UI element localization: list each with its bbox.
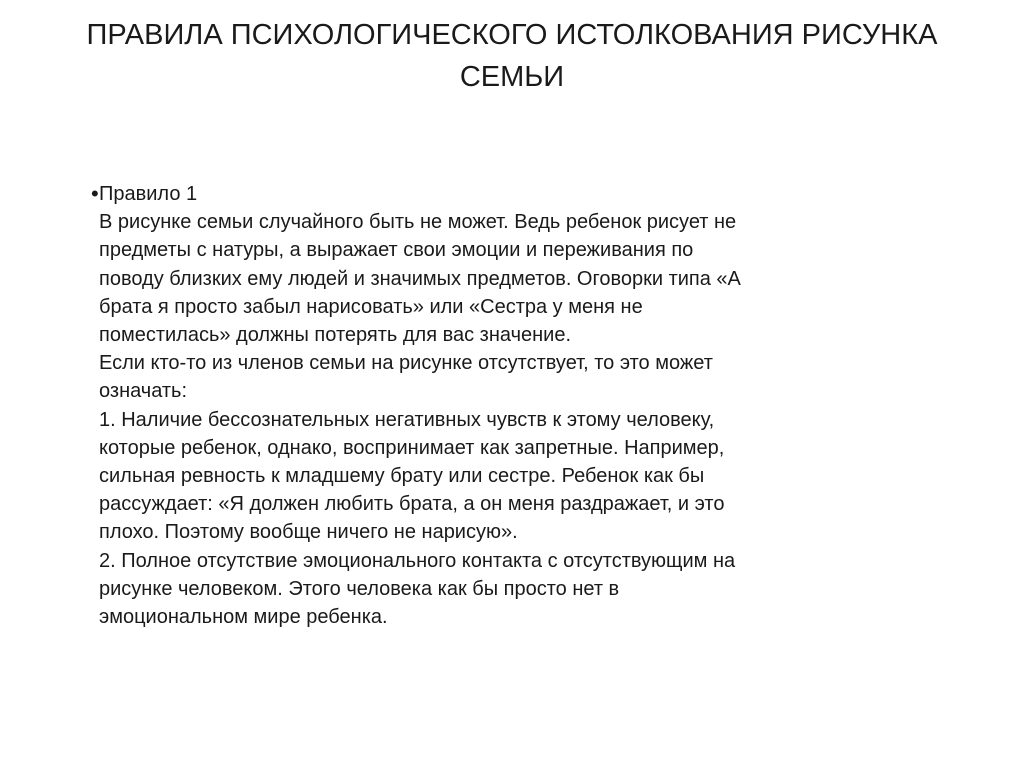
text-line: поместилась» должны потерять для вас значение. (99, 324, 572, 347)
title-line: СЕМЬИ (459, 61, 565, 93)
title-line: ПРАВИЛА ПСИХОЛОГИЧЕСКОГО ИСТОЛКОВАНИЯ РИСУНКА (86, 19, 938, 51)
text-line: 2. Полное отсутствие эмоционального контакта с отсутствующим на (99, 549, 736, 572)
text-line: сильная ревность к младшему брату или сестре. Ребенок как бы (99, 465, 705, 488)
text-line: рассуждает: «Я должен любить брата, а он меня раздражает, и это (99, 493, 725, 516)
text-line: предметы с натуры, а выражает свои эмоции и переживания по (99, 239, 694, 262)
text-line: эмоциональном мире ребенка. (99, 606, 388, 629)
slide-title (60, 14, 964, 98)
rule-heading: Правило 1 (99, 183, 198, 205)
text-line: В рисунке семьи случайного быть не может. Ведь ребенок рисует не (99, 211, 737, 234)
bullet-marker: • (91, 181, 99, 206)
text-line: поводу близких ему людей и значимых предметов. Оговорки типа «А (99, 267, 741, 290)
rule-text-block (99, 180, 969, 631)
text-line: Если кто-то из членов семьи на рисунке отсутствует, то это может (99, 352, 713, 375)
text-line: брата я просто забыл нарисовать» или «Сестра у меня не (99, 295, 643, 318)
text-line: означать: (99, 380, 188, 403)
text-line: рисунке человеком. Этого человека как бы просто нет в (99, 577, 620, 600)
text-line: плохо. Поэтому вообще ничего не нарисую». (99, 521, 518, 544)
text-line: 1. Наличие бессознательных негативных чувств к этому человеку, (99, 408, 715, 431)
text-line: которые ребенок, однако, воспринимает как запретные. Например, (99, 436, 725, 459)
